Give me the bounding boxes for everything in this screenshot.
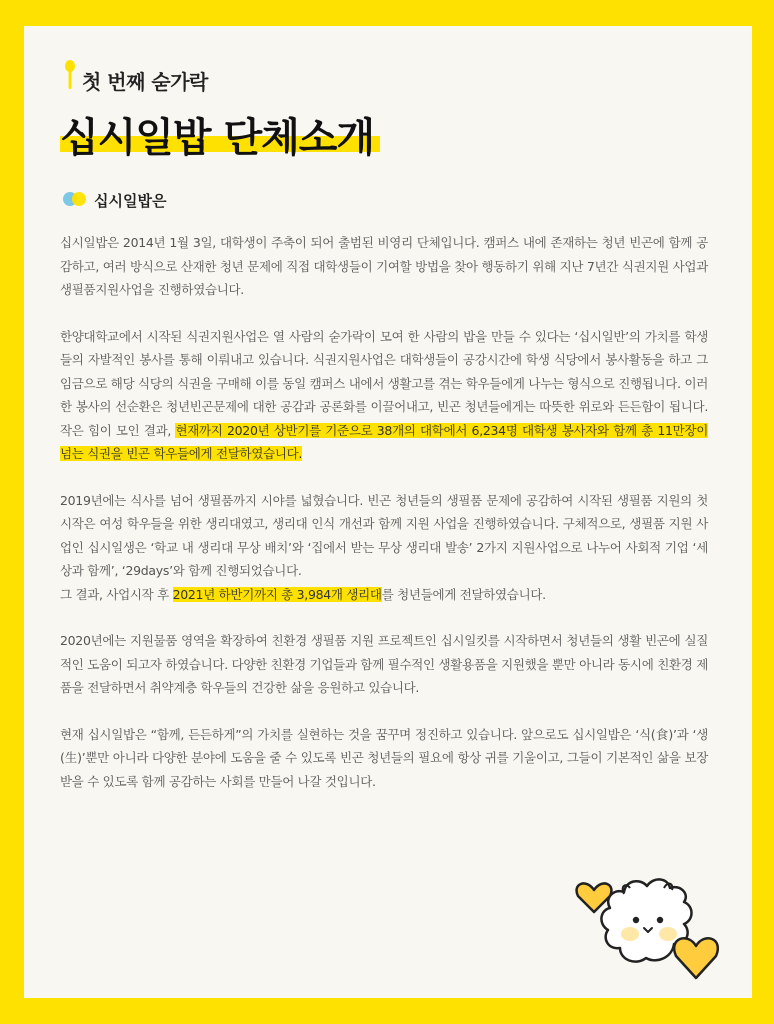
- page-title: 십시일밥 단체소개: [60, 115, 375, 161]
- paragraph-1: [60, 231, 708, 302]
- subtitle: 첫 번째 숟가락: [82, 70, 208, 94]
- paragraph-3-tail: 를 청년들에게 전달하였습니다.: [381, 586, 546, 602]
- highlight-meal-stats: 현재까지 2020년 상반기를 기준으로 38개의 대학에서 6,234명 대학생 봉사자와 함께 총 11만장이 넘는 식권을 빈곤 학우들에게 전달하였습니다.: [60, 422, 708, 461]
- paragraph-3: [60, 489, 708, 607]
- content-card: [24, 26, 752, 998]
- title-block: [60, 106, 374, 163]
- paragraph-2-text: 한양대학교에서 시작된 식권지원사업은 열 사람의 숟가락이 모여 한 사람의 밥을 만들 수 있다는 ‘십시일반’의 가치를 학생들의 자발적인 봉사를 통해 이뤄내고 있습니다. 식권지원사업은 대학생들이 공강시간에 학생 식당에서 봉사활동을 하고 그 임금으로 해당 식당의 식권을 구매해 이를 동일 캠퍼스 내에서 생활고를 겪는 학우들에게 나누는 형식으로 진행됩니다. 이러한 봉사의 선순환은 청년빈곤문제에 대한 공감과 공론화를 이끌어내고, 빈곤 청년들에게는 따뜻한 위로와 든든함이 됩니다. 작은 힘이 모인 결과,: [60, 328, 708, 438]
- sheep-mascot-illustration: [572, 868, 722, 993]
- body-text: [60, 231, 708, 816]
- spoon-icon: [64, 60, 76, 90]
- section-title: 십시일밥은: [94, 192, 167, 210]
- paragraph-5: [60, 723, 708, 794]
- highlight-pad-stats: 2021년 하반기까지 총 3,984개 생리대: [172, 586, 382, 602]
- paragraph-4: [60, 629, 708, 700]
- paragraph-3-result: 그 결과, 사업시작 후: [60, 586, 173, 602]
- paragraph-2: [60, 325, 708, 466]
- paragraph-5-text: 현재 십시일밥은 “함께, 든든하게”의 가치를 실현하는 것을 꿈꾸며 정진하고 있습니다. 앞으로도 십시일밥은 ‘식(食)’과 ‘생(生)’뿐만 아니라 다양한 분야에 도움을 줄 수 있도록 빈곤 청년들의 필요에 항상 귀를 기울이고, 그들이 기본적인 삶을 보장받을 수 있도록 함께 공감하는 사회를 만들어 나갈 것입니다.: [60, 726, 708, 789]
- paragraph-1-text: 십시일밥은 2014년 1월 3일, 대학생이 주축이 되어 출범된 비영리 단체입니다. 캠퍼스 내에 존재하는 청년 빈곤에 함께 공감하고, 여러 방식으로 산재한 청년 문제에 직접 대학생들이 기여할 방법을 찾아 행동하기 위해 지난 7년간 식권지원 사업과 생필품지원사업을 진행하였습니다.: [60, 235, 708, 297]
- paragraph-4-text: 2020년에는 지원물품 영역을 확장하여 친환경 생필품 지원 프로젝트인 십시일킷를 시작하면서 청년들의 생활 빈곤에 실질적인 도움이 되고자 하였습니다. 다양한 친환경 기업들과 함께 필수적인 생활용품을 지원했을 뿐만 아니라 동시에 친환경 제품을 전달하면서 취약계층 학우들의 건강한 삶을 응원하고 있습니다.: [60, 633, 708, 695]
- paragraph-3-text: 2019년에는 식사를 넘어 생필품까지 시야를 넓혔습니다. 빈곤 청년들의 생필품 문제에 공감하여 시작된 생필품 지원의 첫 시작은 여성 학우들을 위한 생리대였고, 생리대 인식 개선과 함께 지원 사업을 진행하였습니다. 구체적으로, 생필품 지원 사업인 십시일생은 ‘학교 내 생리대 무상 배치’와 ‘집에서 받는 무상 생리대 발송’ 2가지 지원사업으로 나누어 사회적 기업 ‘세상과 함께’, ‘29days’와 함께 진행되었습니다.: [60, 492, 708, 578]
- circles-icon: [62, 191, 88, 207]
